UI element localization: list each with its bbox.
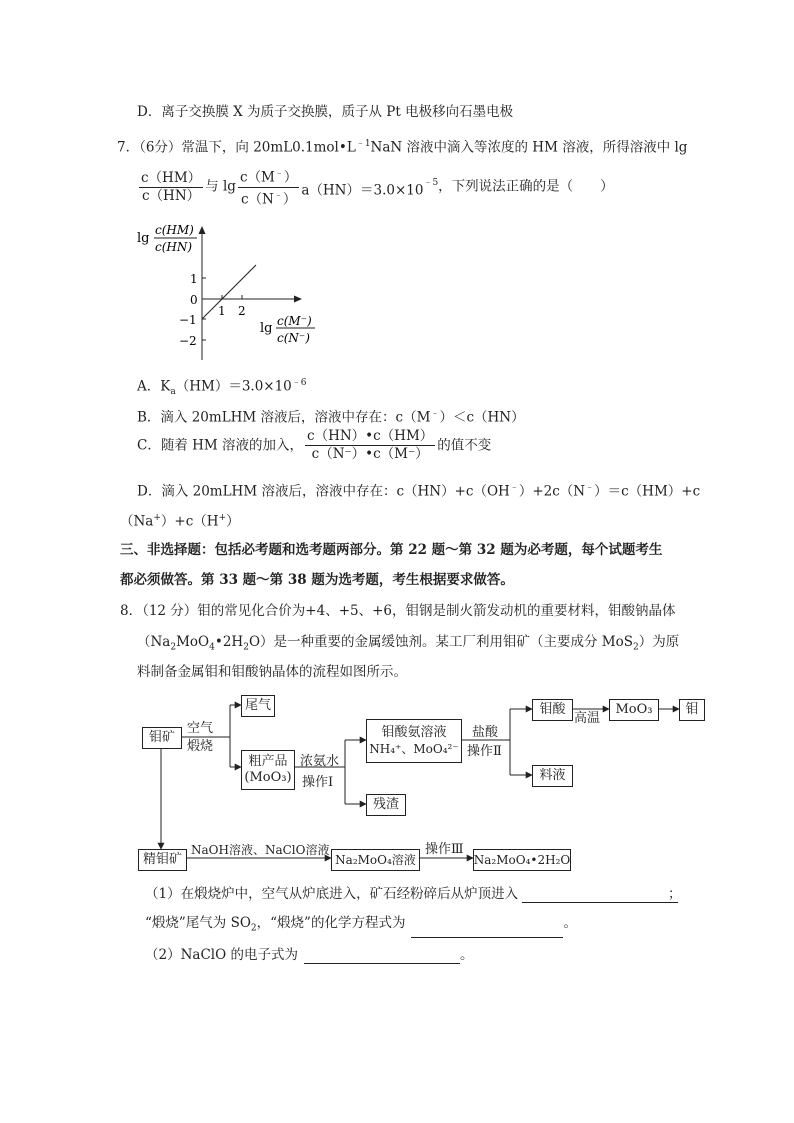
box-ammonium-molybdate [366,719,462,763]
q7-frac2-den-text: c（N [240,191,274,207]
q8-l2-sub1: 2 [170,642,177,653]
graph-x-label-prefix: lg [260,321,273,336]
label-air: 空气 [187,721,214,736]
box-residue: 残渣 [366,794,406,816]
q7-frac2-den-end: ） [282,191,297,207]
opt-d-sup1: ﹣ [509,483,519,493]
opt-b-sup: ﹣ [430,409,440,419]
graph-x-label-num: c(M⁻) [277,314,312,328]
opt-d-part5: ）+c（H [160,513,219,530]
label-high-temp: 高温 [574,711,601,726]
q7-mid-text: 与 lg [205,178,236,195]
opt-a-sub: a [170,387,176,398]
sub1-text-a: （1）在煅烧炉中，空气从炉底进入，矿石经粉碎后从炉顶进入 [145,886,519,902]
opt-c-pre: C．随着 HM 溶液的加入， [137,437,304,454]
opt-d-part1: D．滴入 20mLHM 溶液后，溶液中存在：c（HN）+c（OH [137,483,510,500]
opt-b-label: B．滴入 20mLHM 溶液后，溶液中存在：c（M [137,409,431,426]
q7-frac2-num-text: c（M [239,169,275,186]
sub1-sub: 2 [250,923,257,934]
q8-l2-c: •2H [214,634,244,650]
graph-ytick-label-1: 1 [190,272,198,286]
label-ammonia: 浓氨水 [300,754,340,769]
label-op2: 操作Ⅱ [467,744,502,759]
label-op1: 操作Ⅰ [302,775,334,790]
q7-stem-end: ，下列说法正确的是（ ） [438,178,614,195]
opt-a-rest: （HM）＝3.0×10 [175,378,292,395]
q7-frac1-den: c（HN） [142,187,201,204]
ammsol-line2: NH₄⁺、MoO₄²⁻ [369,742,459,756]
box-ore: 钼矿 [142,727,182,749]
opt-d-part2: ）+2c（N [518,483,586,500]
opt-c-post: 的值不变 [437,437,492,454]
opt-d-part4: （Na [120,513,154,530]
label-hcl: 盐酸 [472,725,499,740]
section3-line2: 都必须做答。第 33 题～第 38 题为选考题，考生根据要求做答。 [120,572,514,588]
label-calcine: 煅烧 [187,739,214,754]
graph-ytick-label-m2: −2 [179,334,197,348]
box-mo: 钼 [679,699,705,721]
sub1-semicolon: ； [668,886,682,902]
opt-d-part6: ） [226,513,240,530]
graph-xtick-label-1: 1 [218,304,226,318]
q8-line3: 料制备金属钼和钼酸钠晶体的流程如图所示。 [137,664,407,680]
box-na2moo4-solution: Na₂MoO₄溶液 [331,849,420,871]
graph-y-label-num: c(HM) [155,223,194,237]
crude-line1: 粗产品 [248,754,288,769]
graph-x-label-den: c(N⁻) [277,331,310,345]
q7-ka-text: a（HN）＝3.0×10 [301,182,424,199]
opt-d-part3: ）＝c（HM）+c [594,483,701,500]
sub1-text-c: ，“煅烧”的化学方程式为 [256,915,406,931]
q8-l2-a: （Na [137,634,171,650]
graph-y-label-prefix: lg [137,231,150,246]
q7-frac2-num-sup: ﹣ [274,169,284,179]
opt-d-sup4: + [218,513,227,523]
q8-l2-d: O）是一种重要的金属缓蚀剂。某工厂利用钼矿（主要成分 MoS [248,634,633,650]
q7-frac2-den-sup: ﹣ [273,190,283,201]
q7-ka-sup: ﹣5 [423,178,439,188]
q8-l2-b: MoO [176,634,210,650]
answer-blank-2[interactable] [411,923,563,938]
label-op3: 操作Ⅲ [425,842,464,857]
answer-blank-1[interactable] [522,888,678,903]
opt-d-sup3: + [153,513,161,523]
section3-line1: 三、非选择题：包括必考题和选考题两部分。第 22 题～第 32 题为必考题，每个试题考生 [120,542,663,558]
graph-ytick-label-0: 0 [190,293,198,307]
q8-sub1-line1 [145,885,678,903]
opt-a-sup: ﹣6 [291,378,307,388]
sub1-period: 。 [563,915,577,931]
box-moo3: MoO₃ [609,699,659,721]
box-molybdic-acid: 钼酸 [532,699,573,721]
q8-sub1-line2 [145,914,577,938]
box-refined-ore: 精钼矿 [138,849,187,871]
sub2-text: （2）NaClO 的电子式为 [145,947,298,963]
graph-xtick-label-2: 2 [238,304,246,318]
sub2-period: 。 [459,947,474,963]
opt-a-label: A．K [137,378,171,395]
box-crude [241,750,295,790]
answer-blank-3[interactable] [304,949,460,964]
q8-line1: 8．（12 分）钼的常见化合价为+4、+5、+6，钼钢是制火箭发动机的重要材料，钼酸钠晶体 [120,603,676,619]
ammsol-line1: 钼酸氨溶液 [381,725,447,740]
graph-y-label-den: c(HN) [155,240,193,254]
prev-option-d: D．离子交换膜 X 为质子交换膜，质子从 Pt 电极移向石墨电极 [137,104,514,120]
box-tail-gas: 尾气 [241,695,275,717]
q7-stem-rest: NaN 溶液中滴入等浓度的 HM 溶液，所得溶液中 lg [370,139,688,156]
opt-c-den: c（N⁻）•c（M⁻） [311,446,429,462]
q8-l2-sub4: 2 [633,642,639,653]
q8-sub2 [145,946,473,964]
sub1-text-b: “煅烧”尾气为 SO [145,915,251,931]
q8-l2-sub3: 2 [243,642,249,653]
label-reagents: NaOH溶液、NaClO溶液 [191,843,330,857]
box-filtrate: 料液 [532,765,573,787]
opt-d-sup2: ﹣ [585,483,595,493]
opt-c-num: c（HN）•c（HM） [307,428,434,444]
q7-frac2-num-end: ） [283,169,298,186]
q7-stem-part: 7．（6分）常温下，向 20mL0.1mol•L [117,139,356,156]
q7-frac1-num: c（HM） [141,169,202,186]
q8-l2-sub2: 4 [209,642,215,653]
q7-stem-sup: ﹣1 [355,139,371,149]
crude-line2: (MoO₃) [244,770,292,785]
opt-b-rest: ）＜c（HN） [439,409,525,426]
q8-l2-e: ）为原 [638,634,680,650]
box-crystal: Na₂MoO₄•2H₂O [473,849,571,871]
graph-ytick-label-m1: −1 [179,313,197,327]
